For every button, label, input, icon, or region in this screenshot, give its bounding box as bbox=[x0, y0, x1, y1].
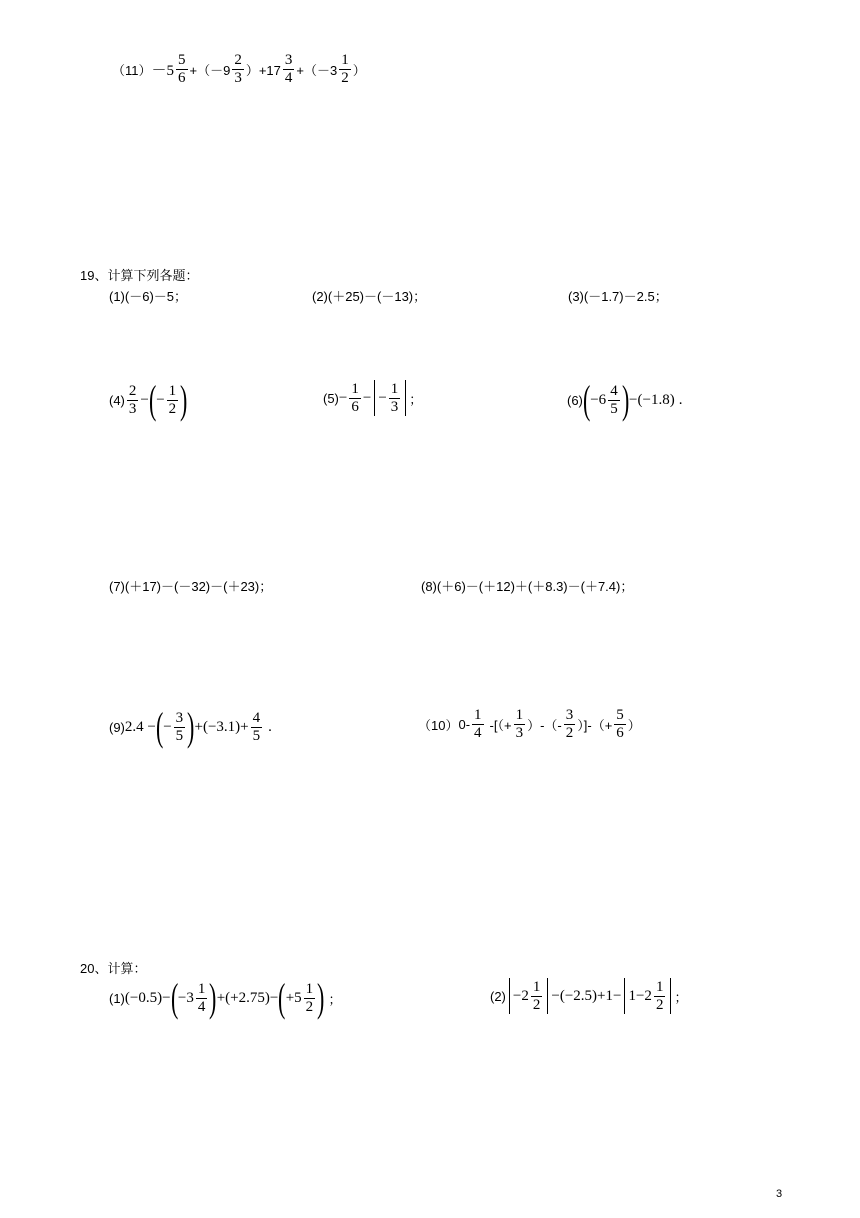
value: +2.75 bbox=[230, 989, 265, 1006]
fraction: $\frac{1}{6}$ bbox=[351, 380, 359, 415]
problem-19-8: (8)(＋6)－(＋12)＋(＋8.3)－(＋7.4)； bbox=[421, 579, 634, 594]
abs-bar bbox=[624, 978, 625, 1014]
problem-label: (2) bbox=[490, 988, 506, 1004]
problem-label: (6) bbox=[567, 392, 583, 408]
term: +5 bbox=[285, 989, 302, 1006]
operator: − bbox=[162, 989, 171, 1006]
problem-label: (5) bbox=[323, 390, 339, 406]
right-paren: ) bbox=[157, 989, 163, 1006]
fraction: $\frac{1}{2}$ bbox=[532, 978, 541, 1013]
fraction: $\frac{1}{3}$ bbox=[390, 380, 399, 415]
right-paren: ) bbox=[592, 987, 598, 1004]
left-paren: ( bbox=[170, 975, 178, 1020]
problem-19-2: (2)(＋25)－(－13)； bbox=[312, 289, 427, 304]
value: −3.1 bbox=[207, 718, 236, 735]
fraction: $\frac{1}{2}$ bbox=[655, 978, 664, 1013]
operator: − bbox=[338, 389, 348, 406]
operator: − bbox=[156, 391, 165, 408]
term: -[（+ bbox=[489, 718, 512, 733]
fraction: $\frac{3}{5}$ bbox=[175, 709, 184, 744]
problem-19-7: (7)(＋17)－(－32)－(＋23)； bbox=[109, 579, 273, 594]
term: −3 bbox=[177, 989, 194, 1006]
problem-label: (1) bbox=[109, 990, 125, 1006]
right-paren: ) bbox=[317, 975, 325, 1020]
abs-bar bbox=[374, 380, 375, 416]
fraction: $\frac{1}{2}$ bbox=[341, 52, 349, 86]
right-paren: ) bbox=[180, 377, 188, 422]
term: −2 bbox=[512, 987, 529, 1004]
term: ）+17 bbox=[245, 63, 281, 78]
abs-bar bbox=[670, 978, 671, 1014]
fraction: $\frac{3}{4}$ bbox=[284, 52, 293, 86]
question-20-title: 20、计算： bbox=[80, 961, 147, 976]
page-number: 3 bbox=[776, 1188, 783, 1200]
problem-20-2 bbox=[490, 978, 687, 1014]
abs-bar bbox=[547, 978, 548, 1014]
problem-19-1: (1)(－6)－5； bbox=[109, 289, 188, 304]
term: +1− bbox=[597, 987, 622, 1004]
abs-bar bbox=[405, 380, 406, 416]
left-paren: ( bbox=[124, 989, 130, 1006]
left-paren: ( bbox=[278, 975, 286, 1020]
problem-11 bbox=[112, 52, 366, 87]
problem-19-9 bbox=[109, 704, 272, 749]
term: ） bbox=[627, 718, 641, 733]
right-paren: ) bbox=[209, 975, 217, 1020]
term: ） bbox=[352, 63, 366, 78]
operator: − bbox=[140, 391, 149, 408]
fraction: $\frac{4}{5}$ bbox=[252, 709, 261, 744]
term: 1−2 bbox=[628, 987, 652, 1004]
value: −0.5 bbox=[129, 989, 158, 1006]
value: −1.8 bbox=[642, 391, 670, 408]
term: ）]-（+ bbox=[577, 718, 613, 733]
fraction: $\frac{1}{2}$ bbox=[168, 382, 177, 417]
operator: − bbox=[378, 389, 387, 406]
operator: − bbox=[551, 987, 560, 1004]
problem-19-10 bbox=[418, 707, 641, 742]
operator: − bbox=[163, 718, 172, 735]
fraction: $\frac{5}{6}$ bbox=[616, 707, 624, 741]
operator: + bbox=[194, 718, 203, 735]
problem-20-1 bbox=[109, 975, 342, 1020]
term: −6 bbox=[590, 391, 607, 408]
end-mark: ； bbox=[409, 391, 423, 407]
end-mark: ； bbox=[328, 991, 342, 1007]
problem-19-6 bbox=[567, 377, 683, 422]
right-paren: ) bbox=[264, 989, 270, 1006]
problem-label: （11） bbox=[112, 63, 152, 78]
fraction: $\frac{1}{4}$ bbox=[474, 707, 482, 741]
fraction: $\frac{1}{2}$ bbox=[305, 980, 314, 1015]
fraction: $\frac{5}{6}$ bbox=[178, 52, 186, 86]
operator: + bbox=[216, 989, 226, 1006]
end-mark: . bbox=[678, 391, 683, 408]
right-paren: ) bbox=[187, 704, 195, 749]
problem-label: (4) bbox=[109, 392, 125, 408]
abs-bar bbox=[509, 978, 510, 1014]
problem-19-4 bbox=[109, 377, 188, 422]
operator: − bbox=[269, 989, 279, 1006]
left-paren: ( bbox=[582, 377, 591, 422]
left-paren: ( bbox=[148, 377, 157, 422]
problem-19-3: (3)(－1.7)－2.5； bbox=[568, 289, 668, 304]
fraction: $\frac{2}{3}$ bbox=[234, 52, 242, 86]
operator: − bbox=[362, 389, 372, 406]
fraction: $\frac{4}{5}$ bbox=[610, 382, 618, 417]
right-paren: ) bbox=[235, 718, 241, 735]
problem-19-5 bbox=[323, 380, 422, 416]
term: +（－9 bbox=[189, 63, 231, 78]
fraction: $\frac{2}{3}$ bbox=[128, 382, 137, 417]
question-19-title: 19、计算下列各题： bbox=[80, 268, 199, 283]
term: －5 bbox=[151, 63, 175, 79]
left-paren: ( bbox=[155, 704, 164, 749]
fraction: $\frac{3}{2}$ bbox=[565, 707, 574, 741]
term: 0- bbox=[458, 717, 471, 732]
term: +（－3 bbox=[296, 63, 338, 78]
problem-label: （10） bbox=[418, 718, 459, 733]
left-paren: ( bbox=[637, 391, 643, 408]
end-mark: ； bbox=[674, 989, 688, 1005]
right-paren: ) bbox=[621, 377, 630, 422]
right-paren: ) bbox=[669, 391, 675, 408]
left-paren: ( bbox=[225, 989, 231, 1006]
operator: − bbox=[629, 391, 638, 408]
end-mark: . bbox=[268, 718, 272, 735]
term: ）-（- bbox=[527, 718, 562, 733]
term: 2.4 − bbox=[124, 718, 156, 735]
problem-label: (9) bbox=[109, 719, 125, 735]
fraction: $\frac{1}{3}$ bbox=[515, 707, 524, 741]
fraction: $\frac{1}{4}$ bbox=[197, 980, 206, 1015]
value: −2.5 bbox=[564, 987, 593, 1004]
operator: + bbox=[240, 718, 249, 735]
left-paren: ( bbox=[559, 987, 565, 1004]
left-paren: ( bbox=[202, 718, 208, 735]
